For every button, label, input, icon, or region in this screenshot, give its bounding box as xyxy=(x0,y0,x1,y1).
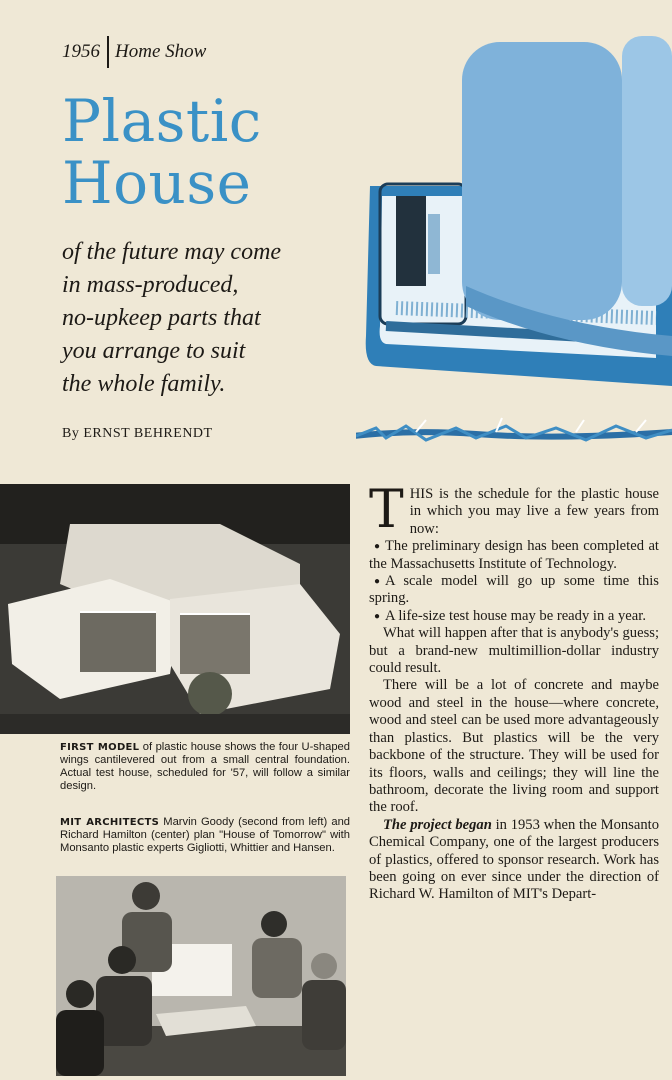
article-paragraph-2: There will be a lot of concrete and maybe wood and steel in the house—where concrete, wood and steel can be used more advantageously than plastics. But plastics will be the very backbone of the structure. They will be used for its floors, walls and ceilings; they will line the bathroom, decorate the living room and support the roof. xyxy=(369,677,659,816)
article-bullet-2-text: A scale model will go up some time this spring. xyxy=(369,573,659,607)
article-paragraph-1: What will happen after that is anybody's guess; but a brand-new multimillion-dollar industry could result. xyxy=(369,625,659,677)
article-paragraph-3 xyxy=(369,817,659,904)
article-title xyxy=(62,87,262,217)
article-bullet-1 xyxy=(369,538,659,573)
kicker-section: Home Show xyxy=(115,41,207,62)
photo2-person-left-head xyxy=(108,946,136,974)
first-model-caption-lead: FIRST MODEL xyxy=(60,742,140,753)
article-bullet-2 xyxy=(369,573,659,608)
illustration-ground xyxy=(356,432,672,441)
article-paragraph-3-lead: The project began xyxy=(383,816,492,833)
bullet-icon: ● xyxy=(373,610,381,622)
kicker-year: 1956 xyxy=(62,41,100,62)
article-body xyxy=(369,480,659,904)
title-line-1: Plastic xyxy=(62,87,262,155)
subtitle-line-1: of the future may come xyxy=(62,239,282,265)
illustration-window-pane xyxy=(396,196,426,286)
photo2-person-front-head xyxy=(66,980,94,1008)
subtitle-line-4: you arrange to suit xyxy=(62,338,246,364)
photo2-person-far-right-body xyxy=(302,980,346,1050)
first-model-caption xyxy=(60,741,350,793)
illustration-window-detail xyxy=(428,214,440,274)
illustration-shell-right xyxy=(622,36,672,306)
photo1-ground xyxy=(0,714,350,734)
article-dropcap: T xyxy=(369,480,404,540)
bullet-icon: ● xyxy=(373,576,381,588)
subtitle-line-2: in mass-produced, xyxy=(62,272,239,298)
photo2-person-right-body xyxy=(252,938,302,998)
article-intro-text: HIS is the schedule for the plastic house in which you may live a few years from now: xyxy=(409,486,659,537)
illustration-shell xyxy=(462,42,622,320)
photo1-shrub xyxy=(188,672,232,716)
byline: By ERNST BEHRENDT xyxy=(62,426,213,441)
architects-caption xyxy=(60,816,350,855)
photo2-person-left-body xyxy=(96,976,152,1046)
architects-photo xyxy=(56,876,346,1076)
title-line-2: House xyxy=(62,149,252,217)
article-subtitle xyxy=(62,236,362,401)
article-bullet-1-text: The preliminary design has been completed at the Massachusetts Institute of Technology. xyxy=(369,538,659,572)
article-bullet-3 xyxy=(369,608,659,625)
bullet-icon: ● xyxy=(373,541,381,553)
article-paragraph-3-text: in 1953 when the Monsanto Chemical Company, one of the largest producers of plastics, offered to sponsor research. Work has been going on ever since under the direction of Richard W. Hamilton of MIT's Depart- xyxy=(369,816,659,903)
kicker-divider xyxy=(107,36,109,68)
photo2-person-far-right-head xyxy=(311,953,337,979)
architects-caption-text: Marvin Goody (second from left) and Richard Hamilton (center) plan "House of Tomorrow" with Monsanto plastic experts Gigliotti, Whittier and Hansen. xyxy=(60,816,351,854)
subtitle-line-3: no-upkeep parts that xyxy=(62,305,261,331)
article-intro xyxy=(369,480,659,540)
first-model-photo xyxy=(0,484,350,734)
photo2-person-standing-head xyxy=(132,882,160,910)
photo1-opening-right xyxy=(180,614,250,674)
house-illustration xyxy=(356,36,672,456)
architects-caption-lead: MIT ARCHITECTS xyxy=(60,817,160,828)
photo1-opening-left xyxy=(80,612,156,672)
article-bullet-3-text: A life-size test house may be ready in a year. xyxy=(385,607,646,624)
photo2-person-right-head xyxy=(261,911,287,937)
section-kicker xyxy=(62,36,206,68)
photo2-person-front-body xyxy=(56,1010,104,1076)
first-model-caption-text: of plastic house shows the four U-shaped wings cantilevered out from a small central foundation. Actual test house, scheduled for '57, will follow a similar design. xyxy=(60,741,350,792)
subtitle-line-5: the whole family. xyxy=(62,371,226,397)
